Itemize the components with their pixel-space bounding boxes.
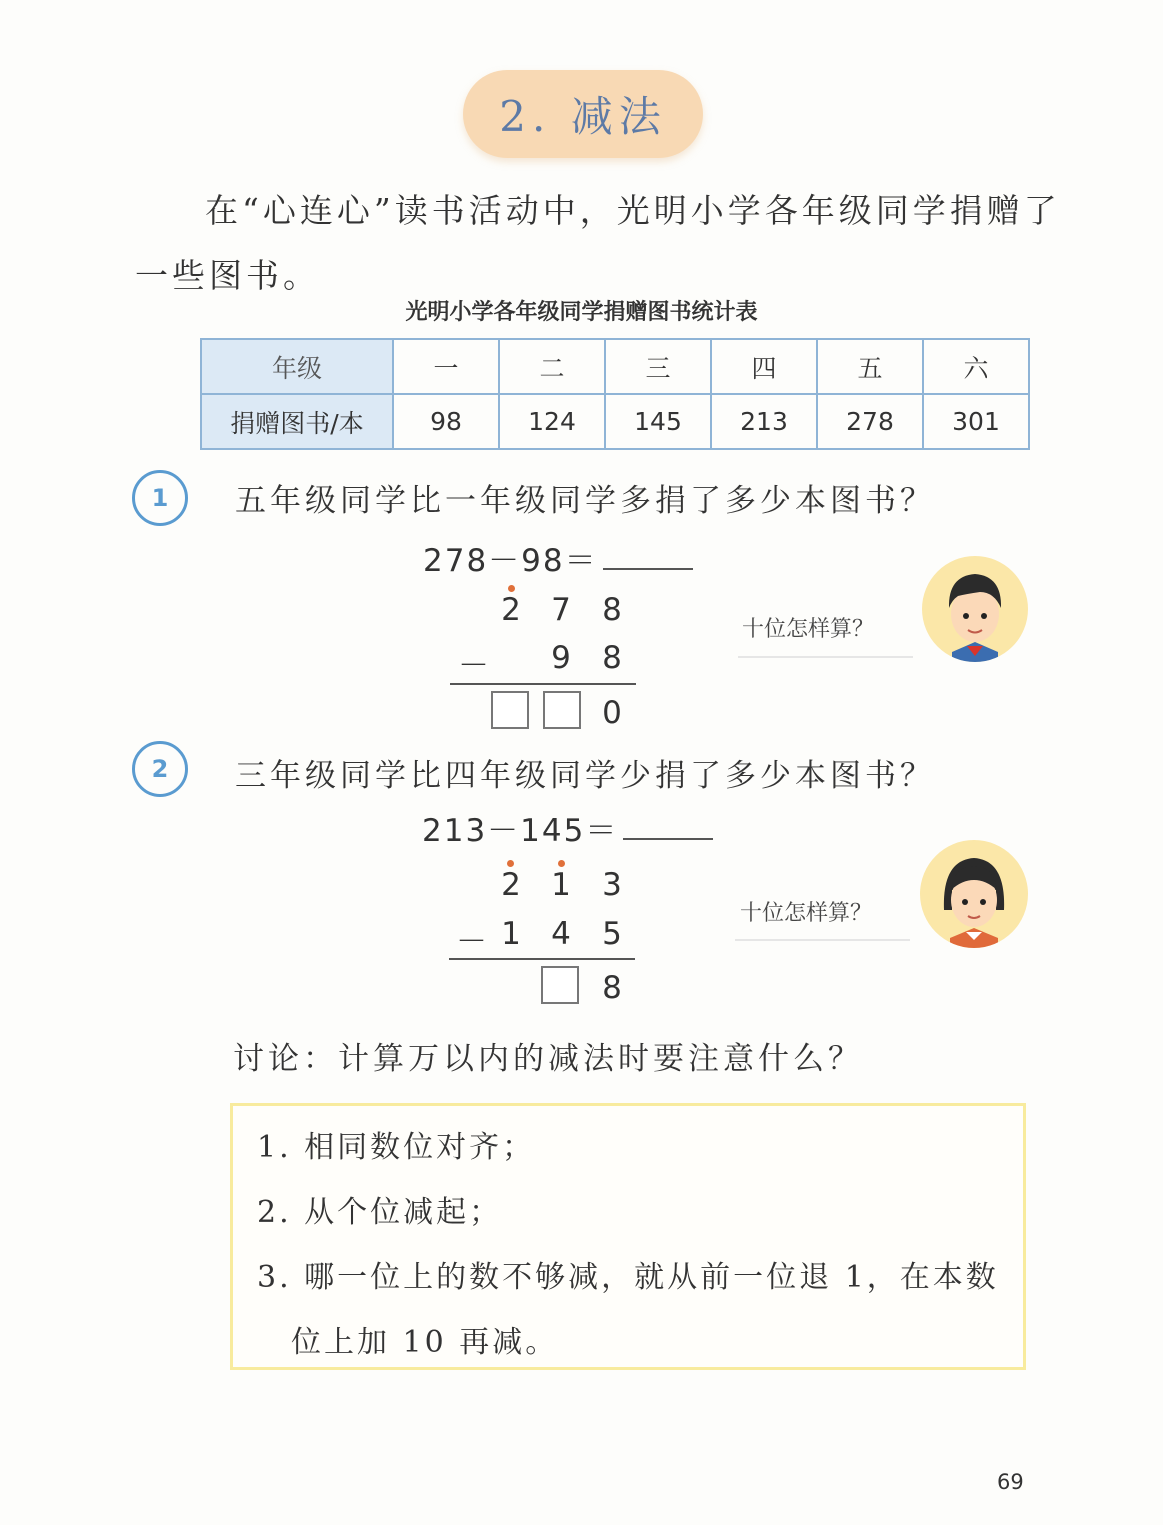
q2-bubble-underline bbox=[735, 939, 910, 941]
question-1-number: 1 bbox=[132, 470, 188, 526]
q2-speech-bubble: 十位怎样算？ bbox=[740, 901, 873, 926]
q2-top-digit: 2 bbox=[501, 867, 521, 903]
question-2-text: 三年级同学比四年级同学少捐了多少本图书？ bbox=[235, 758, 935, 794]
table-title: 光明小学各年级同学捐赠图书统计表 bbox=[405, 300, 758, 325]
books-cell: 278 bbox=[817, 394, 923, 449]
books-cell: 145 bbox=[605, 394, 711, 449]
q1-bottom-digit: 9 bbox=[551, 640, 571, 676]
q1-speech-bubble: 十位怎样算？ bbox=[742, 617, 875, 642]
books-cell: 98 bbox=[393, 394, 499, 449]
borrow-dot bbox=[558, 860, 565, 867]
question-1-text: 五年级同学比一年级同学多捐了多少本图书？ bbox=[235, 483, 935, 519]
rule-1: 1. 相同数位对齐； bbox=[257, 1130, 536, 1165]
books-cell: 124 bbox=[499, 394, 605, 449]
question-2-answer-blank[interactable] bbox=[623, 838, 713, 840]
q2-bottom-digit: 4 bbox=[551, 916, 571, 952]
grade-cell: 六 bbox=[923, 339, 1029, 394]
q1-bubble-underline bbox=[738, 656, 913, 658]
rule-3-line1: 3. 哪一位上的数不够减，就从前一位退 1，在本数 bbox=[257, 1260, 999, 1295]
intro-text-line2: 一些图书。 bbox=[135, 256, 320, 295]
borrow-dot bbox=[507, 860, 514, 867]
boy-face-illustration bbox=[922, 556, 1028, 662]
page-number: 69 bbox=[997, 1470, 1024, 1494]
girl-face-illustration bbox=[920, 840, 1028, 948]
grade-cell: 二 bbox=[499, 339, 605, 394]
q1-sum-line bbox=[450, 683, 636, 685]
q1-top-digit: 2 bbox=[501, 592, 521, 628]
question-1-answer-blank[interactable] bbox=[603, 568, 693, 570]
donation-table bbox=[200, 338, 1030, 450]
grade-cell: 一 bbox=[393, 339, 499, 394]
question-1-equation: 278－98＝ bbox=[423, 543, 598, 579]
q2-bottom-digit: 1 bbox=[501, 916, 521, 952]
q2-top-digit: 1 bbox=[551, 867, 571, 903]
q2-result-ones: 8 bbox=[602, 970, 622, 1006]
girl-avatar bbox=[920, 840, 1028, 948]
q1-top-digit: 7 bbox=[551, 592, 571, 628]
boy-avatar bbox=[922, 556, 1028, 662]
table-row-books bbox=[201, 394, 1029, 449]
section-title: 2. 减法 bbox=[463, 70, 703, 158]
table-header-books: 捐赠图书/本 bbox=[201, 394, 393, 449]
q1-top-digit: 8 bbox=[602, 592, 622, 628]
q1-result-ones: 0 bbox=[602, 695, 622, 731]
books-cell: 301 bbox=[923, 394, 1029, 449]
q2-top-digit: 3 bbox=[602, 867, 622, 903]
borrow-dot bbox=[508, 585, 515, 592]
q1-bottom-digit: 8 bbox=[602, 640, 622, 676]
q1-answer-box-tens[interactable] bbox=[543, 691, 581, 729]
intro-text-line1: 在“心连心”读书活动中，光明小学各年级同学捐赠了 bbox=[205, 191, 1061, 230]
rule-3-line2: 位上加 10 再减。 bbox=[291, 1325, 559, 1360]
question-2-equation: 213－145＝ bbox=[422, 813, 619, 849]
table-header-grade: 年级 bbox=[201, 339, 393, 394]
q1-answer-box-hundreds[interactable] bbox=[491, 691, 529, 729]
grade-cell: 三 bbox=[605, 339, 711, 394]
discussion-text: 讨论：计算万以内的减法时要注意什么？ bbox=[233, 1041, 863, 1077]
q2-bottom-digit: 5 bbox=[602, 916, 622, 952]
books-cell: 213 bbox=[711, 394, 817, 449]
q2-answer-box-tens[interactable] bbox=[541, 966, 579, 1004]
grade-cell: 五 bbox=[817, 339, 923, 394]
rule-2: 2. 从个位减起； bbox=[257, 1195, 503, 1230]
q2-minus-sign: － bbox=[456, 924, 487, 960]
question-2-number: 2 bbox=[132, 741, 188, 797]
q2-sum-line bbox=[449, 958, 635, 960]
q1-minus-sign: － bbox=[458, 648, 489, 684]
table-row-grades bbox=[201, 339, 1029, 394]
grade-cell: 四 bbox=[711, 339, 817, 394]
